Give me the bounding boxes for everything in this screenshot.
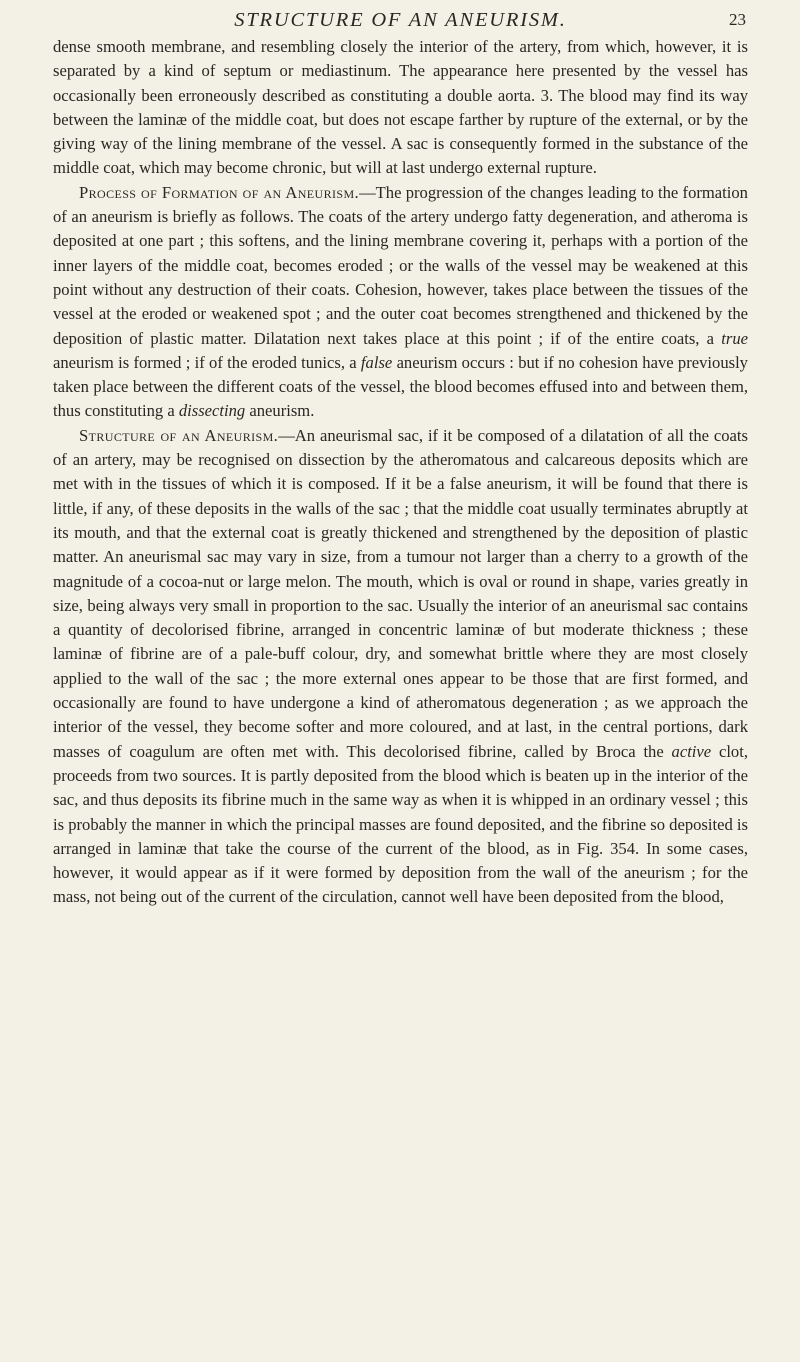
section-heading: Process of Formation of an Aneurism.: [79, 182, 360, 202]
running-title: STRUCTURE OF AN ANEURISM.: [234, 9, 567, 31]
section-heading: Structure of an Aneurism.: [79, 425, 279, 445]
body-text: [53, 35, 748, 910]
text-run: dense smooth membrane, and resembling closely the interior of the artery, from which, however, it is separated by a kind of septum or mediastinum. The appearance here presented by the vessel has occasionally been erroneously described as constituting a double aorta. 3. The blood may find its way between the laminæ of the middle coat, but does not escape farther by rupture of the external, or by the giving way of the lining membrane of the vessel. A sac is consequently formed in the substance of the middle coat, which may become chronic, but will at last undergo external rupture.: [53, 37, 748, 178]
italic-term: dissecting: [178, 401, 246, 421]
running-head: [53, 6, 748, 34]
italic-term: false: [360, 352, 393, 372]
paragraph-structure-of-aneurism: [53, 424, 748, 910]
paragraph-continuation: [53, 35, 748, 181]
text-run: aneurism occurs : but if no cohesion have previously taken place between the different coats of the vessel, the blood becomes effused into and between them, thus constituting a: [53, 352, 748, 421]
page-number: 23: [729, 10, 746, 29]
text-run: aneurism is formed ; if of the eroded tunics, a: [53, 352, 361, 372]
paragraph-process-of-formation: [53, 181, 748, 424]
text-run: clot, proceeds from two sources. It is partly deposited from the blood which is beaten up in the interior of the sac, and thus deposits its fibrine much in the same way as when it is whipped in an ordinary vessel ; this is probably the manner in which the principal masses are found deposited, and the fibrine so deposited is arranged in laminæ that take the course of the current of the blood, as in Fig. 354. In some cases, however, it would appear as if it were formed by deposition from the wall of the aneurism ; for the mass, not being out of the current of the circulation, cannot well have been deposited from the blood,: [53, 741, 748, 907]
text-run: aneurism.: [245, 401, 315, 421]
italic-term: active: [671, 741, 712, 761]
italic-term: true: [721, 328, 748, 348]
text-run: —An aneurismal sac, if it be composed of a dilatation of all the coats of an artery, may be recognised on dissection by the atheromatous and calcareous deposits which are met with in the tissues of which it is composed. If it be a false aneurism, it will be found that there is little, if any, of these deposits in the walls of the sac ; that the middle coat usually terminates abruptly at its mouth, and that the external coat is greatly thickened and strengthened by the deposition of plastic matter. An aneurismal sac may vary in size, from a tumour not larger than a cherry to a growth of the magnitude of a cocoa-nut or large melon. The mouth, which is oval or round in shape, varies greatly in size, being always very small in proportion to the sac. Usually the interior of an aneurismal sac contains a quantity of decolorised fibrine, arranged in concentric laminæ of but moderate thickness ; these laminæ of fibrine are of a pale-buff colour, dry, and somewhat brittle where they are most closely applied to the wall of the sac ; the more external ones appear to be those that are first formed, and occasionally are found to have undergone a kind of atheromatous degeneration ; as we approach the interior of the vessel, they become softer and more coloured, and at last, in the central portions, dark masses of coagulum are often met with. This decolorised fibrine, called by Broca the: [53, 425, 748, 761]
text-run: —The progression of the changes leading to the formation of an aneurism is briefly as follows. The coats of the artery undergo fatty degeneration, and atheroma is deposited at one part ; this softens, and the lining membrane covering it, perhaps with a portion of the inner layers of the middle coat, becomes eroded ; or the walls of the vessel may be weakened at this point without any destruction of their coats. Cohesion, however, takes place between the tissues of the vessel at the eroded or weakened spot ; and the outer coat becomes strengthened and thickened by the deposition of plastic matter. Dilatation next takes place at this point ; if of the entire coats, a: [53, 182, 748, 348]
